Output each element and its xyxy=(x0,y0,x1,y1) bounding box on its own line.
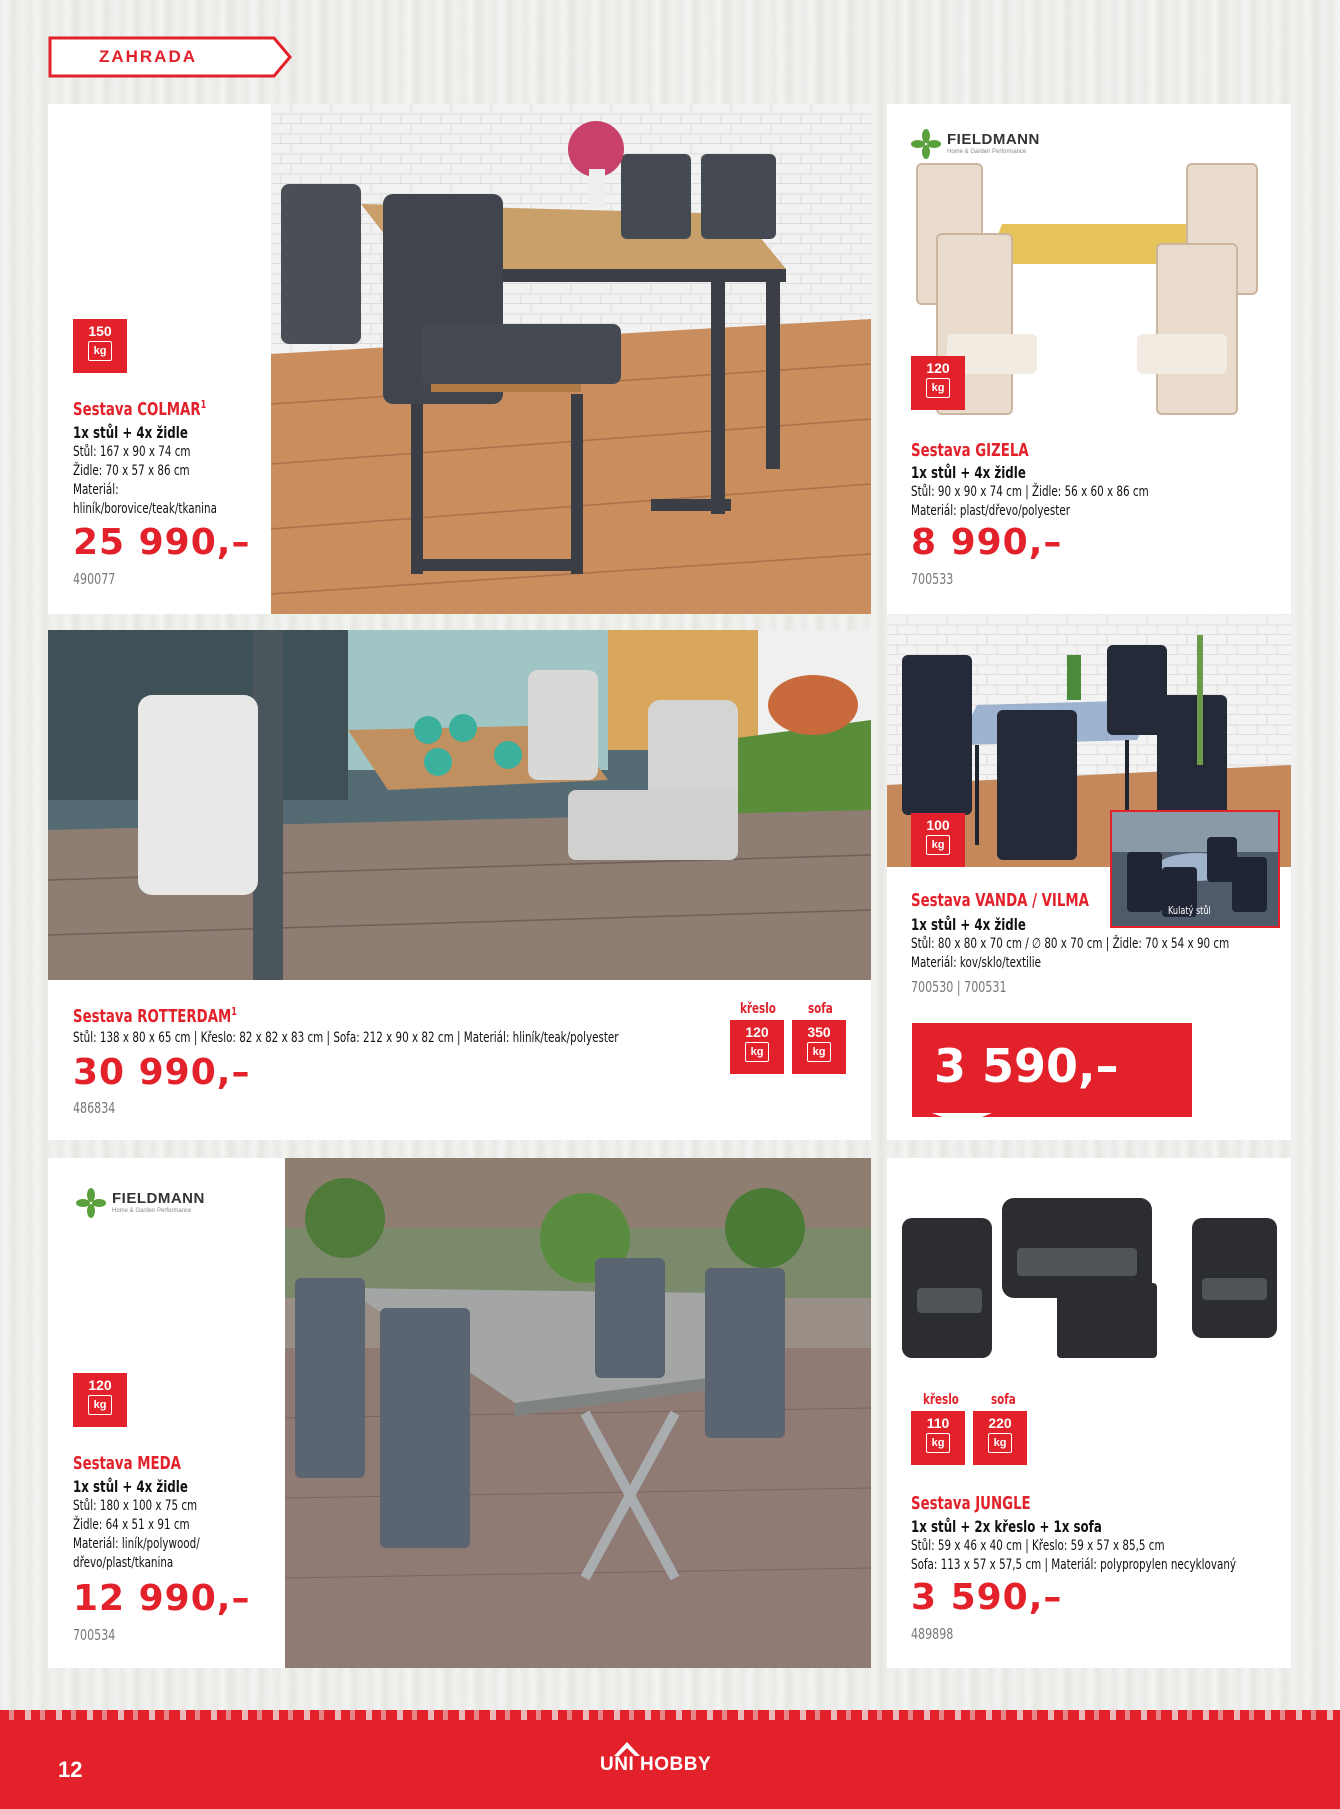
load-label: křeslo xyxy=(923,1392,959,1408)
product-price: 25 990,– xyxy=(73,522,251,563)
load-capacity-badge xyxy=(911,1411,965,1465)
product-specs xyxy=(911,483,1232,521)
spec-line: Židle: 70 x 57 x 86 cm xyxy=(73,463,190,479)
load-capacity-badge xyxy=(730,1020,784,1074)
load-capacity-badge xyxy=(73,319,127,373)
spec-line: Materiál: plast/dřevo/polyester xyxy=(911,503,1070,519)
product-subtitle: 1x stůl + 4x židle xyxy=(911,463,1026,482)
product-code: 486834 xyxy=(73,1099,116,1117)
spec-line: Sofa: 113 x 57 x 57,5 cm | Materiál: polypropylen necyklovaný xyxy=(911,1557,1237,1573)
product-specs: Stůl: 138 x 80 x 65 cm | Křeslo: 82 x 82 x 83 cm | Sofa: 212 x 90 x 82 cm | Materiál: hliník/teak/polyester xyxy=(73,1030,619,1046)
load-value: 120 xyxy=(926,360,950,376)
section-title: ZAHRADA xyxy=(98,47,198,66)
product-code: 700530 | 700531 xyxy=(911,978,1007,996)
product-card-meda[interactable] xyxy=(48,1158,871,1668)
brand-name: FIELDMANN xyxy=(947,131,1040,148)
inset-label: Kulatý stůl xyxy=(1168,904,1211,917)
load-value: 110 xyxy=(926,1415,950,1431)
spec-line: hliník/borovice/teak/tkanina xyxy=(73,501,217,517)
product-code: 700533 xyxy=(911,570,954,588)
product-title: Sestava JUNGLE xyxy=(911,1493,1031,1514)
load-capacity-badge xyxy=(911,813,965,867)
spec-line: Materiál: xyxy=(73,482,119,498)
product-title: Sestava GIZELA xyxy=(911,440,1029,461)
product-title: Sestava VANDA / VILMA xyxy=(911,890,1089,911)
fieldmann-leaf-icon xyxy=(76,1188,106,1218)
product-price: 12 990,– xyxy=(73,1578,251,1619)
product-specs xyxy=(911,1537,1340,1575)
product-card-rotterdam[interactable] xyxy=(48,630,871,1140)
spec-line: Stůl: 167 x 90 x 74 cm xyxy=(73,444,191,460)
product-title xyxy=(73,1005,295,1027)
product-specs xyxy=(73,1497,244,1573)
product-subtitle: 1x stůl + 4x židle xyxy=(911,915,1026,934)
unihobby-logo xyxy=(600,1754,711,1776)
product-title xyxy=(73,398,253,420)
load-capacity-badge xyxy=(911,356,965,410)
product-card-jungle[interactable] xyxy=(887,1158,1291,1668)
product-specs xyxy=(73,443,268,519)
product-title: Sestava MEDA xyxy=(73,1453,181,1474)
spec-line: Stůl: 90 x 90 x 74 cm | Židle: 56 x 60 x 86 cm xyxy=(911,484,1149,500)
highlight-price-value: 3 590,– xyxy=(934,1039,1119,1093)
spec-line: Stůl: 59 x 46 x 40 cm | Křeslo: 59 x 57 x 85,5 cm xyxy=(911,1538,1165,1554)
brand-name: FIELDMANN xyxy=(112,1190,205,1207)
load-value: 120 xyxy=(745,1024,769,1040)
spec-line: Stůl: 180 x 100 x 75 cm xyxy=(73,1498,198,1514)
load-label: křeslo xyxy=(740,1001,776,1017)
spec-line: Stůl: 80 x 80 x 70 cm / ∅ 80 x 70 cm | Židle: 70 x 54 x 90 cm xyxy=(911,936,1230,952)
inset-photo-round-table[interactable] xyxy=(1110,810,1280,928)
product-card-gizela[interactable] xyxy=(887,104,1291,614)
weight-icon: kg xyxy=(926,1433,950,1453)
product-subtitle: 1x stůl + 4x židle xyxy=(73,423,188,442)
weight-icon: kg xyxy=(745,1042,769,1062)
product-subtitle: 1x stůl + 2x křeslo + 1x sofa xyxy=(911,1517,1102,1536)
product-price: 3 590,– xyxy=(911,1577,1063,1618)
weight-icon: kg xyxy=(807,1042,831,1062)
load-value: 120 xyxy=(88,1377,112,1393)
section-tag xyxy=(48,36,292,78)
price-notch xyxy=(932,1113,992,1125)
weight-icon: kg xyxy=(88,341,112,361)
brand-tagline: Home & Garden Performance xyxy=(112,1208,192,1214)
load-label: sofa xyxy=(991,1392,1016,1408)
load-capacity-badge xyxy=(792,1020,846,1074)
product-card-colmar[interactable] xyxy=(48,104,871,614)
weight-icon: kg xyxy=(988,1433,1012,1453)
weight-icon: kg xyxy=(926,835,950,855)
product-photo-colmar[interactable] xyxy=(271,104,871,614)
brand-tagline: Home & Garden Performance xyxy=(947,149,1027,155)
roof-icon xyxy=(614,1742,640,1756)
load-label: sofa xyxy=(808,1001,833,1017)
product-code: 700534 xyxy=(73,1626,116,1644)
product-photo-meda[interactable] xyxy=(285,1158,871,1668)
product-price: 30 990,– xyxy=(73,1052,251,1093)
spec-line: dřevo/plast/tkanina xyxy=(73,1555,174,1571)
load-value: 150 xyxy=(88,323,112,339)
spec-line: Materiál: kov/sklo/textilie xyxy=(911,955,1042,971)
brand-text: UNI HOBBY xyxy=(600,1754,712,1775)
spec-line: Židle: 64 x 51 x 91 cm xyxy=(73,1517,190,1533)
page-number: 12 xyxy=(58,1757,83,1782)
product-photo-jungle[interactable] xyxy=(892,1188,1287,1378)
load-value: 100 xyxy=(926,817,950,833)
footnote-mark: 1 xyxy=(200,398,207,411)
product-name: Sestava ROTTERDAM xyxy=(73,1006,232,1027)
product-price: 8 990,– xyxy=(911,522,1063,563)
fieldmann-logo xyxy=(76,1188,276,1218)
weight-icon: kg xyxy=(926,378,950,398)
weight-icon: kg xyxy=(88,1395,112,1415)
highlight-price xyxy=(912,1023,1192,1117)
product-name: Sestava COLMAR xyxy=(73,399,201,420)
product-subtitle: 1x stůl + 4x židle xyxy=(73,1477,188,1496)
product-specs xyxy=(911,935,1340,973)
product-code: 489898 xyxy=(911,1625,954,1643)
product-photo-rotterdam[interactable] xyxy=(48,630,871,980)
load-capacity-badge xyxy=(973,1411,1027,1465)
load-value: 350 xyxy=(807,1024,831,1040)
load-value: 220 xyxy=(988,1415,1012,1431)
spec-line: Materiál: liník/polywood/ xyxy=(73,1536,200,1552)
product-code: 490077 xyxy=(73,570,116,588)
load-capacity-badge xyxy=(73,1373,127,1427)
footnote-mark: 1 xyxy=(231,1005,237,1018)
